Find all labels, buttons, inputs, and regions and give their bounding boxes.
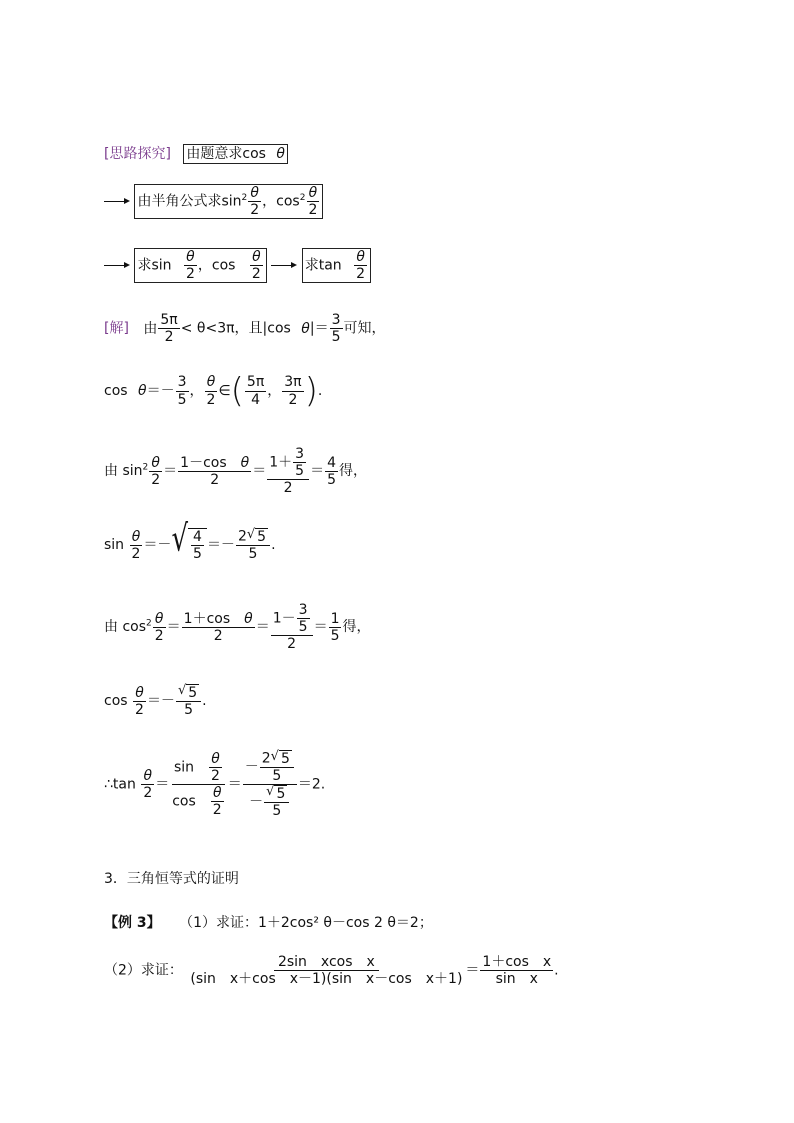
plan-step-1: [183, 144, 288, 164]
fraction: $\frac{\text{1＋cos θ}}{2}$: [183, 610, 253, 644]
fraction: $\frac{\theta}{2}$: [251, 249, 261, 283]
theta-symbol: θ: [276, 146, 285, 162]
fraction: sin $\frac{\theta}{2}$ cos $\frac{\theta}{2}$: [170, 751, 226, 818]
arrow-icon: [104, 197, 130, 207]
fraction: $\frac{\theta}{2}$: [308, 185, 318, 219]
text: ＝－: [146, 693, 175, 710]
cos-half-line-2: cos $\frac{\theta}{2}$ ＝－ √ 5 5 .: [104, 683, 207, 719]
text: ＝－: [143, 537, 172, 554]
text: 可知，: [343, 320, 386, 337]
fraction: $\frac{3}{5}$: [177, 374, 187, 408]
fraction: $\frac{\theta}{2}$: [356, 249, 366, 283]
solution-line-1: [104, 312, 386, 345]
solution-label: [解]: [104, 320, 129, 337]
plan-step-4-text: 求tan: [304, 257, 342, 274]
fraction: √ 5 5: [176, 684, 201, 718]
sqrt: √ 4 5: [171, 528, 207, 562]
fraction: 2 √ 5 5: [236, 528, 270, 562]
text: （2）求证：: [104, 962, 183, 979]
theta-symbol: θ: [301, 320, 310, 337]
tan-half-line: ∴tan $\frac{\theta}{2}$ ＝ sin $\frac{\theta}{2}$ cos $\frac{\theta}{2}$ ＝ － 2 √ 5 5 － √ 5 5 ＝2.: [104, 749, 326, 820]
text: 由 sin: [104, 463, 143, 480]
example-3-part-1: [104, 912, 433, 932]
text: ∴tan: [104, 776, 136, 793]
text: < θ<3π，且|cos: [180, 320, 291, 337]
fraction: $\frac{\theta}{2}$: [154, 610, 164, 644]
fraction: $\frac{\theta}{2}$: [135, 684, 144, 718]
sin-half-line-2: sin $\frac{\theta}{2}$ ＝－ √ 4 5 ＝－ 2 √ 5 5 .: [104, 518, 276, 563]
fraction: $\frac{\theta}{2}$: [151, 454, 161, 488]
plan-line-1: [104, 143, 288, 164]
sin-half-line-1: 由 $\sin^2$ $\frac{\theta}{2}$ ＝ $\frac{\text{1－cos θ}}{2}$ ＝ 1＋ $\frac{3}{5}$ 2 ＝ $\frac{4}{5}$ 得，: [104, 446, 367, 497]
plan-label: [思路探究]: [104, 146, 171, 162]
text: ∈: [218, 383, 231, 399]
fraction: $\frac{4}{5}$: [327, 454, 336, 488]
plan-step-1-text: 由题意求cos: [186, 146, 266, 162]
fraction: $\frac{\text{1－cos θ}}{2}$: [180, 454, 250, 488]
plan-step-2: 由半角公式求$\sin^2$ $\frac{\theta}{2}$ ，$\cos^2$ $\frac{\theta}{2}$: [134, 184, 323, 219]
cos-half-line-1: 由 $\cos^2$ $\frac{\theta}{2}$ ＝ $\frac{\text{1＋cos θ}}{2}$ ＝ 1－ $\frac{3}{5}$ 2 ＝ $\frac{1}{5}$ 得，: [104, 602, 371, 653]
fraction: $\frac{3\pi}{2}$: [284, 374, 302, 408]
text: ＝－: [206, 537, 235, 554]
text: .: [554, 962, 559, 979]
fraction: $\frac{\text{1＋cos x}}{\text{sin x}}$: [482, 954, 552, 988]
text: 得，: [342, 619, 371, 636]
plan-line-3: [104, 248, 371, 283]
fraction: $\frac{3}{5}$: [331, 312, 341, 346]
plan-step-2-text: 由半角公式求sin: [137, 193, 242, 210]
arrow-icon: [271, 261, 297, 271]
fraction: － 2 √ 5 5 － √ 5 5: [243, 750, 297, 819]
fraction: $\frac{5\pi}{4}$: [246, 374, 265, 408]
plan-step-4: [302, 248, 371, 283]
text: cos: [104, 383, 128, 399]
fraction: $\frac{\theta}{2}$: [250, 185, 260, 219]
text: （1）求证：1＋2cos² θ－cos 2 θ＝2；: [179, 915, 433, 931]
plan-step-3: 求sin $\frac{\theta}{2}$ ，cos $\frac{\theta}{2}$: [134, 248, 266, 283]
fraction: $\frac{\theta}{2}$: [185, 249, 195, 283]
text: 得，: [338, 463, 367, 480]
text: ＝2.: [297, 776, 326, 793]
text: cos: [104, 693, 128, 710]
plan-step-3-text: 求sin: [137, 257, 172, 274]
text: sin: [104, 537, 125, 554]
fraction: $\frac{5\pi}{2}$: [160, 312, 178, 346]
fraction: $\frac{1}{5}$: [330, 610, 340, 644]
example-label: 【例 3】: [104, 915, 161, 931]
text: .: [317, 383, 323, 399]
fraction: $\frac{\theta}{2}$: [143, 768, 153, 802]
text: |＝: [309, 320, 329, 337]
section-3-title: 3．三角恒等式的证明: [104, 871, 239, 887]
example-3-part-2: （2）求证： $\frac{\text{2sin xcos x}}{\text{(sin x＋cos x－1)(sin x－cos x＋1)}}$ ＝ $\frac{\text{1＋cos x}}{\text{sin x}}$ .: [104, 954, 559, 988]
fraction: $\frac{\text{2sin xcos x}}{\text{(sin x＋cos x－1)(sin x－cos x＋1)}}$: [190, 954, 463, 988]
fraction: $\frac{\theta}{2}$: [206, 374, 216, 408]
text: 由 cos: [104, 619, 147, 636]
fraction: 1＋ $\frac{3}{5}$ 2: [267, 446, 309, 496]
plan-line-2: [104, 184, 323, 219]
text: ＝－: [146, 383, 175, 399]
fraction: $\frac{\theta}{2}$: [131, 528, 141, 562]
arrow-icon: [104, 261, 130, 271]
theta-symbol: θ: [138, 383, 147, 399]
fraction: 1－ $\frac{3}{5}$ 2: [271, 602, 313, 652]
text: 由: [143, 320, 158, 337]
solution-line-2: cos θ＝－ $\frac{3}{5}$ ， $\frac{\theta}{2}$ ∈( $\frac{5\pi}{4}$ ， $\frac{3\pi}{2}$ ).: [104, 371, 323, 411]
